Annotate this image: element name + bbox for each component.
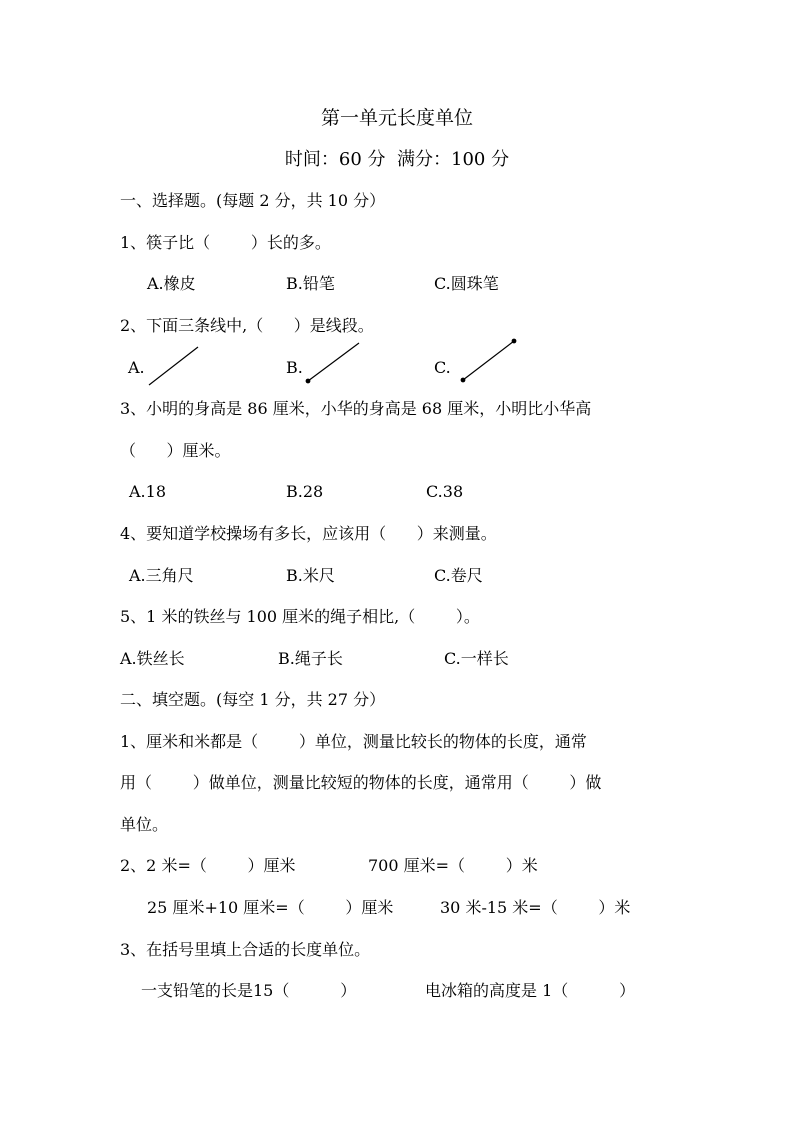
- option-1-1-b: B.铅笔: [286, 274, 335, 293]
- question-2-2-c: 25 厘米+10 厘米=（ ）厘米: [147, 898, 394, 917]
- question-2-2-a: 2、2 米=（ ）厘米: [120, 856, 296, 875]
- option-1-3-a: A.18: [129, 482, 166, 501]
- exam-info: 时间：60 分 满分：100 分: [284, 149, 510, 170]
- line-figure-b: [305, 340, 363, 386]
- option-1-2-a: A.: [128, 358, 145, 377]
- question-2-3-b: 电冰箱的高度是 1（ ）: [425, 981, 636, 1000]
- line-figure-a: [148, 345, 202, 387]
- option-1-2-b: B.: [286, 358, 303, 377]
- question-2-1-line1: 1、厘米和米都是（ ）单位，测量比较长的物体的长度，通常: [120, 732, 587, 751]
- question-1-5: 5、1 米的铁丝与 100 厘米的绳子相比,（ ）。: [120, 607, 480, 626]
- section-heading-choice: 一、选择题。(每题 2 分，共 10 分）: [120, 191, 386, 210]
- option-1-5-a: A.铁丝长: [120, 649, 185, 668]
- question-1-3-line1: 3、小明的身高是 86 厘米，小华的身高是 68 厘米，小明比小华高: [120, 399, 592, 418]
- option-1-1-a: A.橡皮: [147, 274, 196, 293]
- page-title: 第一单元长度单位: [320, 107, 473, 129]
- question-2-3-a: 一支铅笔的长是15（ ）: [141, 981, 357, 1000]
- question-2-1-line3: 单位。: [120, 815, 169, 834]
- option-1-4-a: A.三角尺: [129, 566, 194, 585]
- option-1-1-c: C.圆珠笔: [434, 274, 499, 293]
- question-2-2-b: 700 厘米=（ ）米: [368, 856, 538, 875]
- option-1-3-c: C.38: [426, 482, 464, 501]
- question-2-2-d: 30 米-15 米=（ ）米: [440, 898, 631, 917]
- line-figure-c: [460, 336, 520, 386]
- question-1-3-line2: （ ）厘米。: [120, 441, 231, 460]
- option-1-2-c: C.: [434, 358, 451, 377]
- option-1-5-b: B.绳子长: [278, 649, 343, 668]
- option-1-4-c: C.卷尺: [434, 566, 483, 585]
- option-1-4-b: B.米尺: [286, 566, 335, 585]
- question-1-2: 2、下面三条线中,（ ）是线段。: [120, 316, 374, 335]
- option-1-3-b: B.28: [286, 482, 324, 501]
- question-2-1-line2: 用（ ）做单位，测量比较短的物体的长度，通常用（ ）做: [120, 773, 602, 792]
- question-1-1: 1、筷子比（ ）长的多。: [120, 233, 331, 252]
- question-2-3: 3、在括号里填上合适的长度单位。: [120, 940, 371, 959]
- section-heading-fill: 二、填空题。(每空 1 分，共 27 分）: [120, 690, 386, 709]
- question-1-4: 4、要知道学校操场有多长，应该用（ ）来测量。: [120, 524, 497, 543]
- option-1-5-c: C.一样长: [444, 649, 509, 668]
